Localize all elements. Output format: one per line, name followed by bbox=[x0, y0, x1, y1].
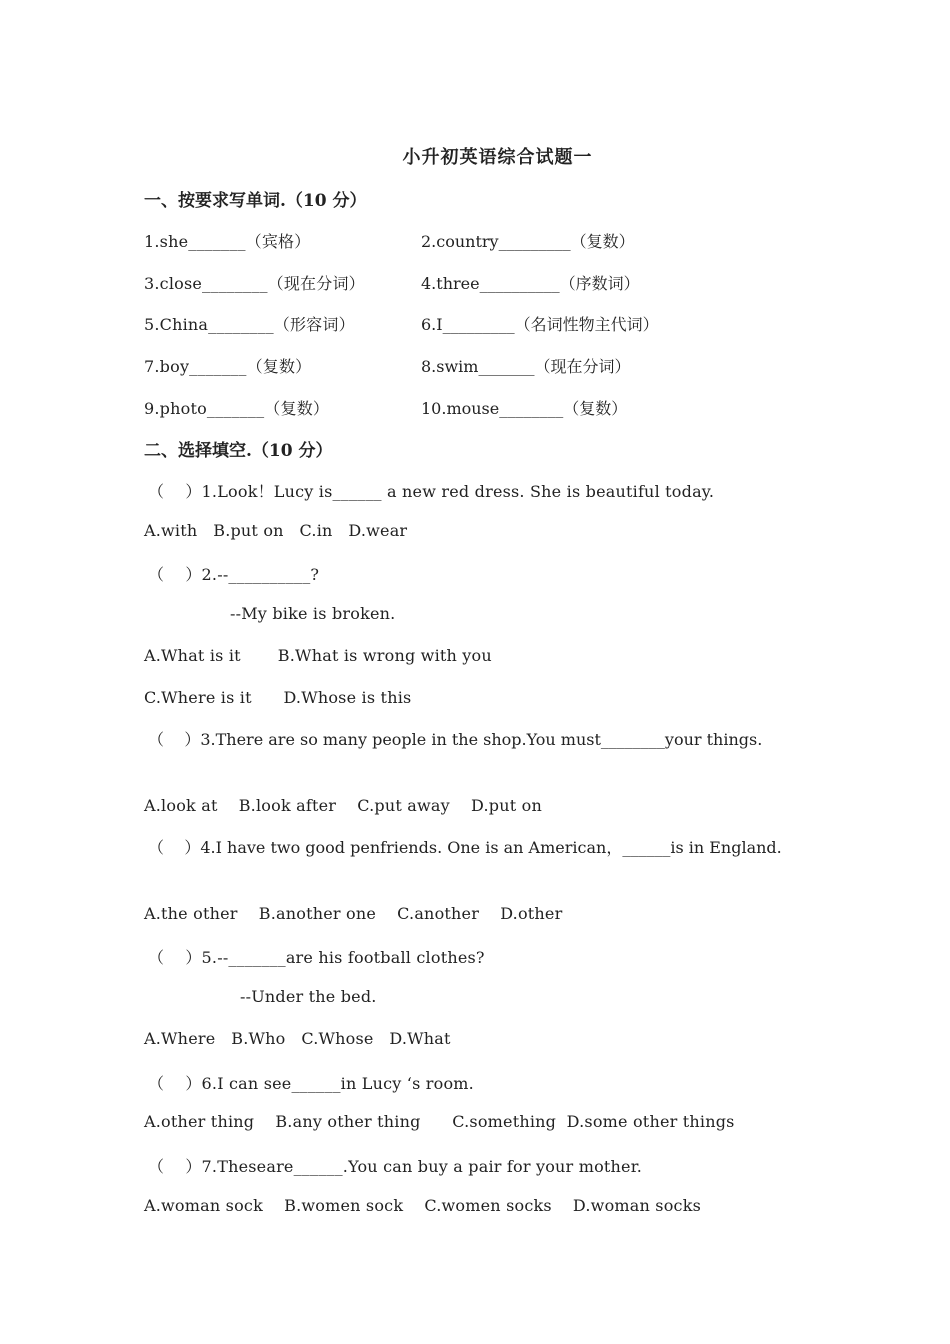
question-stem: （ ）1.Look！Lucy is______ a new red dress. She is beautiful today. bbox=[148, 482, 715, 501]
word-item: 3.close________（现在分词） bbox=[144, 274, 365, 293]
word-item: 5.China________（形容词） bbox=[144, 315, 355, 334]
question-reply: --My bike is broken. bbox=[230, 604, 396, 623]
question-reply: --Under the bed. bbox=[240, 987, 377, 1006]
question-stem: （ ）2.--__________? bbox=[148, 565, 320, 584]
question-stem: （ ）7.Theseare______.You can buy a pair for your mother. bbox=[148, 1157, 643, 1176]
section1-heading: 一、按要求写单词.（10 分） bbox=[144, 191, 367, 211]
question-stem: （ ）4.I have two good penfriends. One is an American，______is in England. bbox=[148, 838, 782, 857]
word-item: 1.she_______（宾格） bbox=[144, 232, 311, 251]
question-options: A.other thing B.any other thing C.something D.some other things bbox=[144, 1112, 735, 1131]
page-title: 小升初英语综合试题一 bbox=[402, 147, 593, 168]
word-item: 7.boy_______（复数） bbox=[144, 357, 312, 376]
question-options: A.look at B.look after C.put away D.put on bbox=[144, 796, 542, 815]
section2-heading: 二、选择填空.（10 分） bbox=[144, 441, 333, 461]
word-item: 9.photo_______（复数） bbox=[144, 399, 330, 418]
question-options: A.What is it B.What is wrong with you bbox=[144, 646, 492, 665]
question-options: C.Where is it D.Whose is this bbox=[144, 688, 412, 707]
question-options: A.Where B.Who C.Whose D.What bbox=[144, 1029, 451, 1048]
question-options: A.with B.put on C.in D.wear bbox=[144, 521, 408, 540]
question-options: A.woman sock B.women sock C.women socks D.woman socks bbox=[144, 1196, 702, 1215]
question-options: A.the other B.another one C.another D.other bbox=[144, 904, 563, 923]
word-item: 8.swim_______（现在分词） bbox=[421, 357, 631, 376]
word-item: 4.three__________（序数词） bbox=[421, 274, 640, 293]
question-stem: （ ）3.There are so many people in the shop.You must________your things. bbox=[148, 730, 763, 749]
word-item: 6.I_________（名词性物主代词） bbox=[421, 315, 659, 334]
word-item: 2.country_________（复数） bbox=[421, 232, 635, 251]
question-stem: （ ）6.I can see______in Lucy ‘s room. bbox=[148, 1074, 474, 1093]
word-item: 10.mouse________（复数） bbox=[421, 399, 628, 418]
question-stem: （ ）5.--_______are his football clothes? bbox=[148, 948, 485, 967]
